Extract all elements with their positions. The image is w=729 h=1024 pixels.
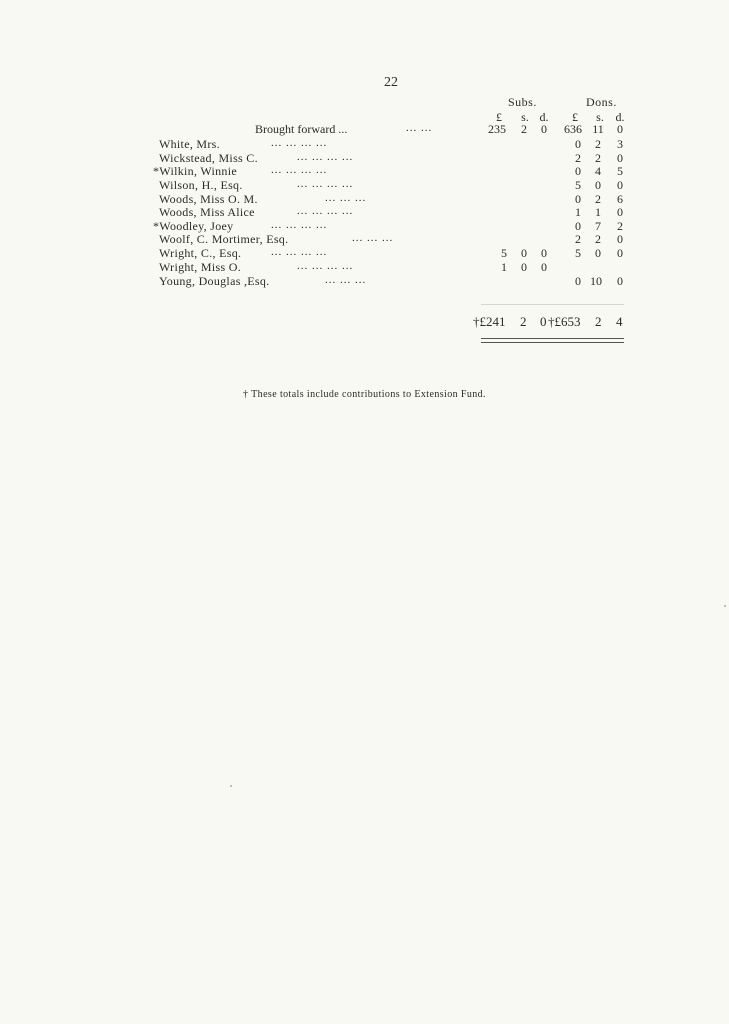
contributor-name: *Woodley, Joey — [153, 219, 234, 233]
dons-pence: 0 — [617, 178, 623, 192]
dons-pence: 0 — [617, 151, 623, 165]
dons-pence: 0 — [617, 232, 623, 246]
dons-pounds: 0 — [575, 164, 581, 178]
table-row — [0, 164, 729, 178]
dons-pounds: 2 — [575, 232, 581, 246]
total-double-rule-top — [481, 338, 624, 339]
dons-shillings: 2 — [595, 137, 601, 151]
leader-dots: ... ... ... — [325, 192, 367, 204]
dons-shilling-header: s. — [596, 110, 604, 124]
subs-shillings: 0 — [521, 260, 527, 274]
contributor-name: Wright, Miss O. — [159, 260, 242, 274]
dons-pounds: 636 — [564, 122, 582, 136]
dons-pounds: 0 — [575, 137, 581, 151]
table-row — [0, 274, 729, 288]
dons-pounds: 0 — [575, 219, 581, 233]
contributor-name: *Wilkin, Winnie — [153, 164, 237, 178]
dons-shillings: 2 — [595, 192, 601, 206]
leader-dots: ... ... ... ... — [271, 219, 328, 231]
brought-forward-row — [0, 122, 729, 136]
subs-total-pence: 0 — [540, 314, 547, 329]
page-number: 22 — [384, 75, 398, 90]
leader-dots: ... ... — [406, 122, 433, 134]
dons-pence: 3 — [617, 137, 623, 151]
table-row — [0, 260, 729, 274]
table-row — [0, 192, 729, 206]
brought-forward-label: Brought forward ... — [255, 122, 348, 136]
dons-total-shillings: 2 — [595, 314, 602, 329]
total-double-rule-bottom — [481, 342, 624, 343]
dons-shillings: 10 — [590, 274, 602, 288]
subs-shillings: 2 — [521, 122, 527, 136]
subs-pound-header: £ — [496, 110, 502, 124]
paper-speck — [724, 605, 726, 607]
subs-shilling-header: s. — [521, 110, 529, 124]
table-row — [0, 232, 729, 246]
contributor-name: Wilson, H., Esq. — [159, 178, 243, 192]
dons-shillings: 1 — [595, 205, 601, 219]
subs-pounds: 5 — [501, 246, 507, 260]
dons-pence: 0 — [617, 274, 623, 288]
subs-pounds: 235 — [488, 122, 506, 136]
subs-pence-header: d. — [539, 110, 549, 124]
contributor-name: Wright, C., Esq. — [159, 246, 242, 260]
subs-total-pounds: †£241 — [473, 314, 506, 329]
leader-dots: ... ... ... ... — [271, 246, 328, 258]
contributor-name: Woods, Miss O. M. — [159, 192, 258, 206]
dons-header: Dons. — [586, 95, 617, 109]
contributor-name: Woolf, C. Mortimer, Esq. — [159, 232, 289, 246]
dons-shillings: 4 — [595, 164, 601, 178]
leader-dots: ... ... ... ... — [297, 205, 354, 217]
subs-header: Subs. — [508, 95, 537, 109]
table-row — [0, 151, 729, 165]
leader-dots: ... ... ... — [352, 232, 394, 244]
contributor-name: Wickstead, Miss C. — [159, 151, 258, 165]
subs-pence: 0 — [541, 122, 547, 136]
dons-shillings: 11 — [592, 122, 604, 136]
dons-pounds: 0 — [575, 274, 581, 288]
subs-pence: 0 — [541, 246, 547, 260]
subtotal-rule — [481, 304, 624, 305]
dons-pounds: 1 — [575, 205, 581, 219]
table-row — [0, 137, 729, 151]
dons-shillings: 2 — [595, 232, 601, 246]
dons-pence: 2 — [617, 219, 623, 233]
dons-shillings: 2 — [595, 151, 601, 165]
dons-pence: 0 — [617, 205, 623, 219]
dons-shillings: 7 — [595, 219, 601, 233]
leader-dots: ... ... ... ... — [271, 164, 328, 176]
table-row — [0, 178, 729, 192]
footnote: † These totals include contributions to Extension Fund. — [243, 389, 486, 400]
leader-dots: ... ... ... ... — [297, 151, 354, 163]
leader-dots: ... ... ... ... — [297, 260, 354, 272]
contributor-name: Young, Douglas ,Esq. — [159, 274, 270, 288]
leader-dots: ... ... ... ... — [271, 137, 328, 149]
dons-shillings: 0 — [595, 246, 601, 260]
dons-pence: 0 — [617, 122, 623, 136]
subs-total-shillings: 2 — [520, 314, 527, 329]
dons-pounds: 5 — [575, 178, 581, 192]
dons-pence: 5 — [617, 164, 623, 178]
leader-dots: ... ... ... — [325, 274, 367, 286]
paper-speck — [230, 785, 232, 787]
dons-pounds: 0 — [575, 192, 581, 206]
subs-pence: 0 — [541, 260, 547, 274]
table-row — [0, 246, 729, 260]
dons-pounds: 5 — [575, 246, 581, 260]
dons-shillings: 0 — [595, 178, 601, 192]
contributor-name: Woods, Miss Alice — [159, 205, 255, 219]
leader-dots: ... ... ... ... — [297, 178, 354, 190]
subs-shillings: 0 — [521, 246, 527, 260]
table-row — [0, 205, 729, 219]
dons-pence-header: d. — [615, 110, 625, 124]
dons-total-pence: 4 — [616, 314, 623, 329]
subs-pounds: 1 — [501, 260, 507, 274]
table-row — [0, 219, 729, 233]
contributor-name: White, Mrs. — [159, 137, 220, 151]
dons-pence: 6 — [617, 192, 623, 206]
dons-pounds: 2 — [575, 151, 581, 165]
dons-pence: 0 — [617, 246, 623, 260]
dons-pound-header: £ — [572, 110, 578, 124]
dons-total-pounds: †£653 — [548, 314, 581, 329]
